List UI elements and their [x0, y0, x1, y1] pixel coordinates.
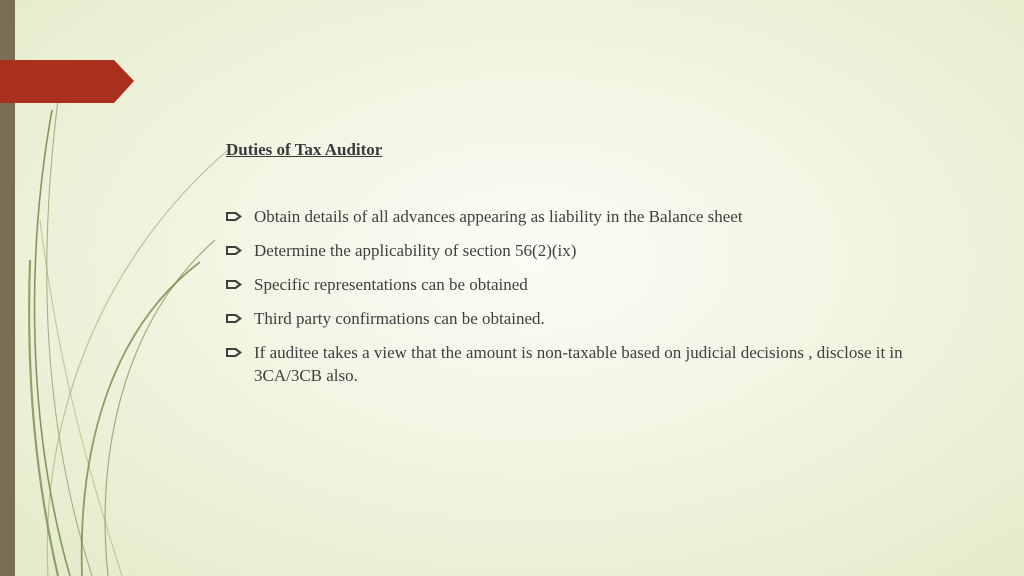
bullet-item [226, 341, 966, 387]
accent-arrow-tab [0, 60, 134, 103]
bullet-item [226, 307, 966, 330]
bullet-text: Obtain details of all advances appearing as liability in the Balance sheet [254, 207, 743, 226]
arrow-bullet-icon [226, 280, 242, 289]
bullet-text: Third party confirmations can be obtained. [254, 309, 545, 328]
arrow-bullet-icon [226, 246, 242, 255]
bullet-item [226, 273, 966, 296]
bullet-item [226, 205, 966, 228]
bullet-list [226, 205, 966, 398]
bullet-item [226, 239, 966, 262]
bullet-text: Specific representations can be obtained [254, 275, 528, 294]
bullet-text: If auditee takes a view that the amount is non-taxable based on judicial decisions , disclose it in 3CA/3CB also. [254, 343, 903, 385]
arrow-bullet-icon [226, 212, 242, 221]
arrow-bullet-icon [226, 314, 242, 323]
slide-title: Duties of Tax Auditor [226, 140, 383, 159]
arrow-bullet-icon [226, 348, 242, 357]
bullet-text: Determine the applicability of section 56(2)(ix) [254, 241, 577, 260]
